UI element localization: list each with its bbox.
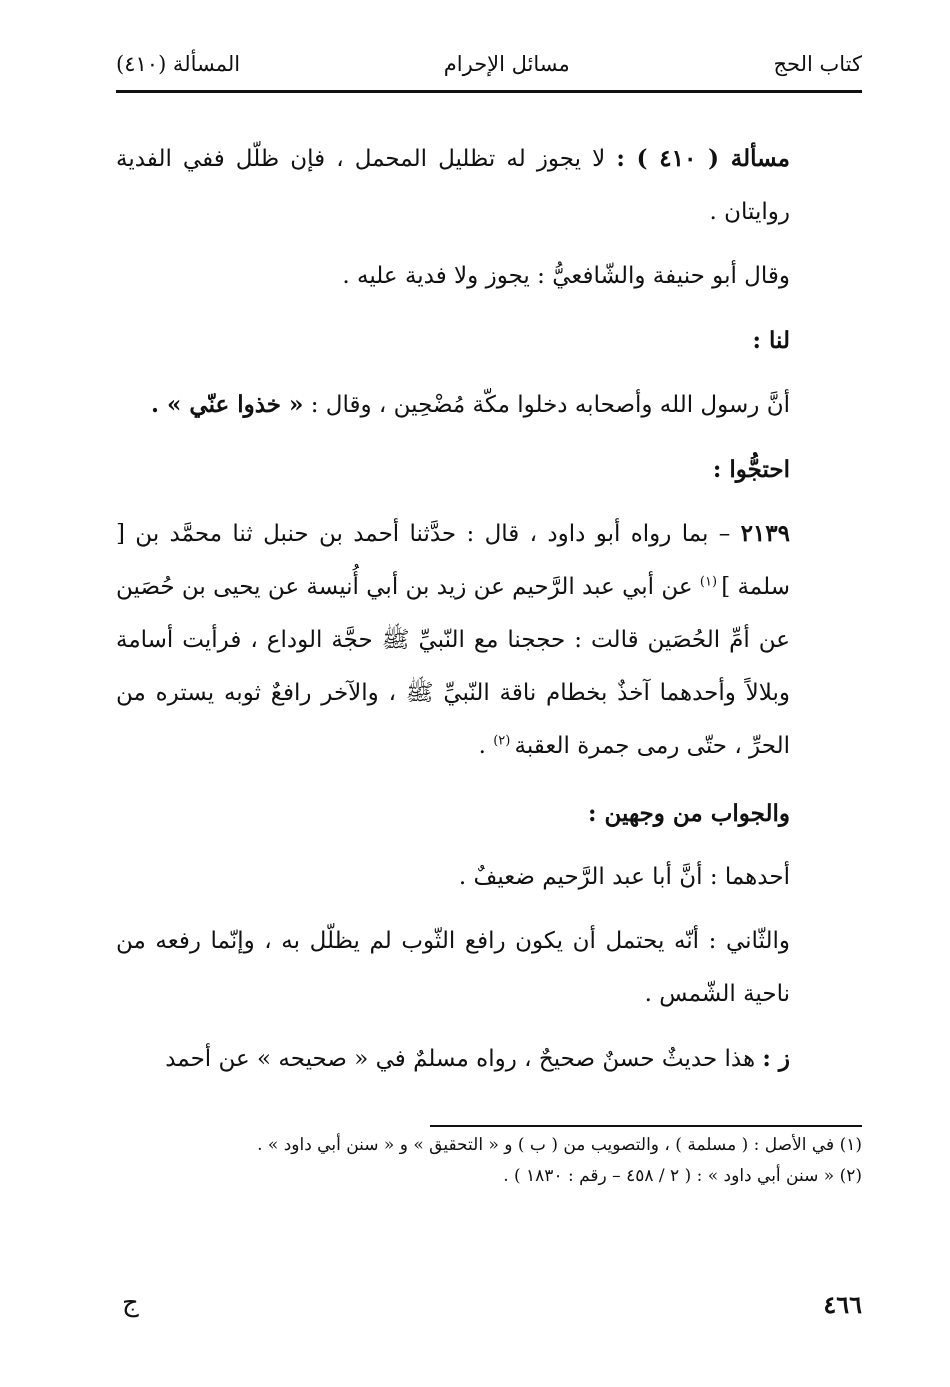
hadith-text-a: – بما رواه أبو داود ، قال : حدَّثنا أحمد بن حنبل ثنا محمَّد بن [ سلمة ] <box>116 521 790 600</box>
header-chapter-title: مسائل الإحرام <box>443 52 570 76</box>
paragraph-opinion: وقال أبو حنيفة والشّافعيُّ : يجوز ولا فدية عليه . <box>342 263 790 289</box>
footnotes <box>116 1130 862 1192</box>
hadith-end: . <box>478 733 494 759</box>
hadith-text-b: عن أبي عبد الرَّحيم عن زيد بن أبي أُنيسة عن يحيى بن حُصَين عن أمِّ الحُصَين قالت : حججنا مع النّبيِّ ﷺ حجَّة الوداع ، فرأيت أسامة وبلالاً وأحدهما آخذٌ بخطام ناقة النّبيِّ ﷺ ، والآخر رافعٌ ثوبه يستره من الحرِّ ، حتّى رمى جمرة العقبة <box>116 574 790 759</box>
header-issue-number: المسألة (٤١٠) <box>116 52 241 76</box>
issue-text: لا يجوز له تظليل المحمل ، فإن ظلّل ففي الفدية روايتان . <box>116 146 790 225</box>
footnote-rule <box>430 1125 862 1127</box>
paragraph-answer-second: والثّاني : أنّه يحتمل أن يكون رافع الثّوب لم يظلّل به ، وإنّما رفعه من ناحية الشّمس . <box>116 928 790 1007</box>
addendum-text: هذا حديثٌ حسنٌ صحيحٌ ، رواه مسلمٌ في « صحيحه » عن أحمد <box>165 1046 763 1072</box>
paragraph-hadith <box>116 507 790 773</box>
paragraph-opponents-argued: احتجُّوا : <box>712 456 790 483</box>
paragraph-issue <box>116 132 790 239</box>
paragraph-answer-first: أحدهما : أنَّ أبا عبد الرَّحيم ضعيفٌ . <box>458 864 790 890</box>
header-rule <box>116 90 862 93</box>
footnote-2: (٢) « سنن أبي داود » : ( ٢ / ٤٥٨ – رقم : ١٨٣٠ ) . <box>503 1166 862 1186</box>
issue-lead: مسألة ( ٤١٠ ) : <box>616 145 790 172</box>
footnote-1: (١) في الأصل : ( مسلمة ) ، والتصويب من ( ب ) و « التحقيق » و « سنن أبي داود » . <box>257 1135 862 1155</box>
evidence-quote: « خذوا عنّي » . <box>151 391 304 418</box>
hadith-number: ٢١٣٩ <box>740 520 790 547</box>
paragraph-answer-heading: والجواب من وجهين : <box>588 800 790 827</box>
header-book-title: كتاب الحج <box>773 52 862 76</box>
page-number: ٤٦٦ <box>823 1290 862 1319</box>
paragraph-evidence-text <box>116 378 790 432</box>
footnote-ref-1[interactable]: (١) <box>699 574 722 590</box>
addendum-lead: ز : <box>762 1045 790 1072</box>
running-header <box>116 46 862 82</box>
footnote-ref-2[interactable]: (٢) <box>493 733 515 749</box>
evidence-text: أنَّ رسول الله وأصحابه دخلوا مكّة مُضْحِين ، وقال : <box>303 392 790 418</box>
signature-mark: ج <box>122 1288 139 1318</box>
paragraph-our-evidence: لنا : <box>752 327 790 354</box>
main-text <box>116 132 790 1097</box>
paragraph-addendum <box>116 1032 790 1086</box>
